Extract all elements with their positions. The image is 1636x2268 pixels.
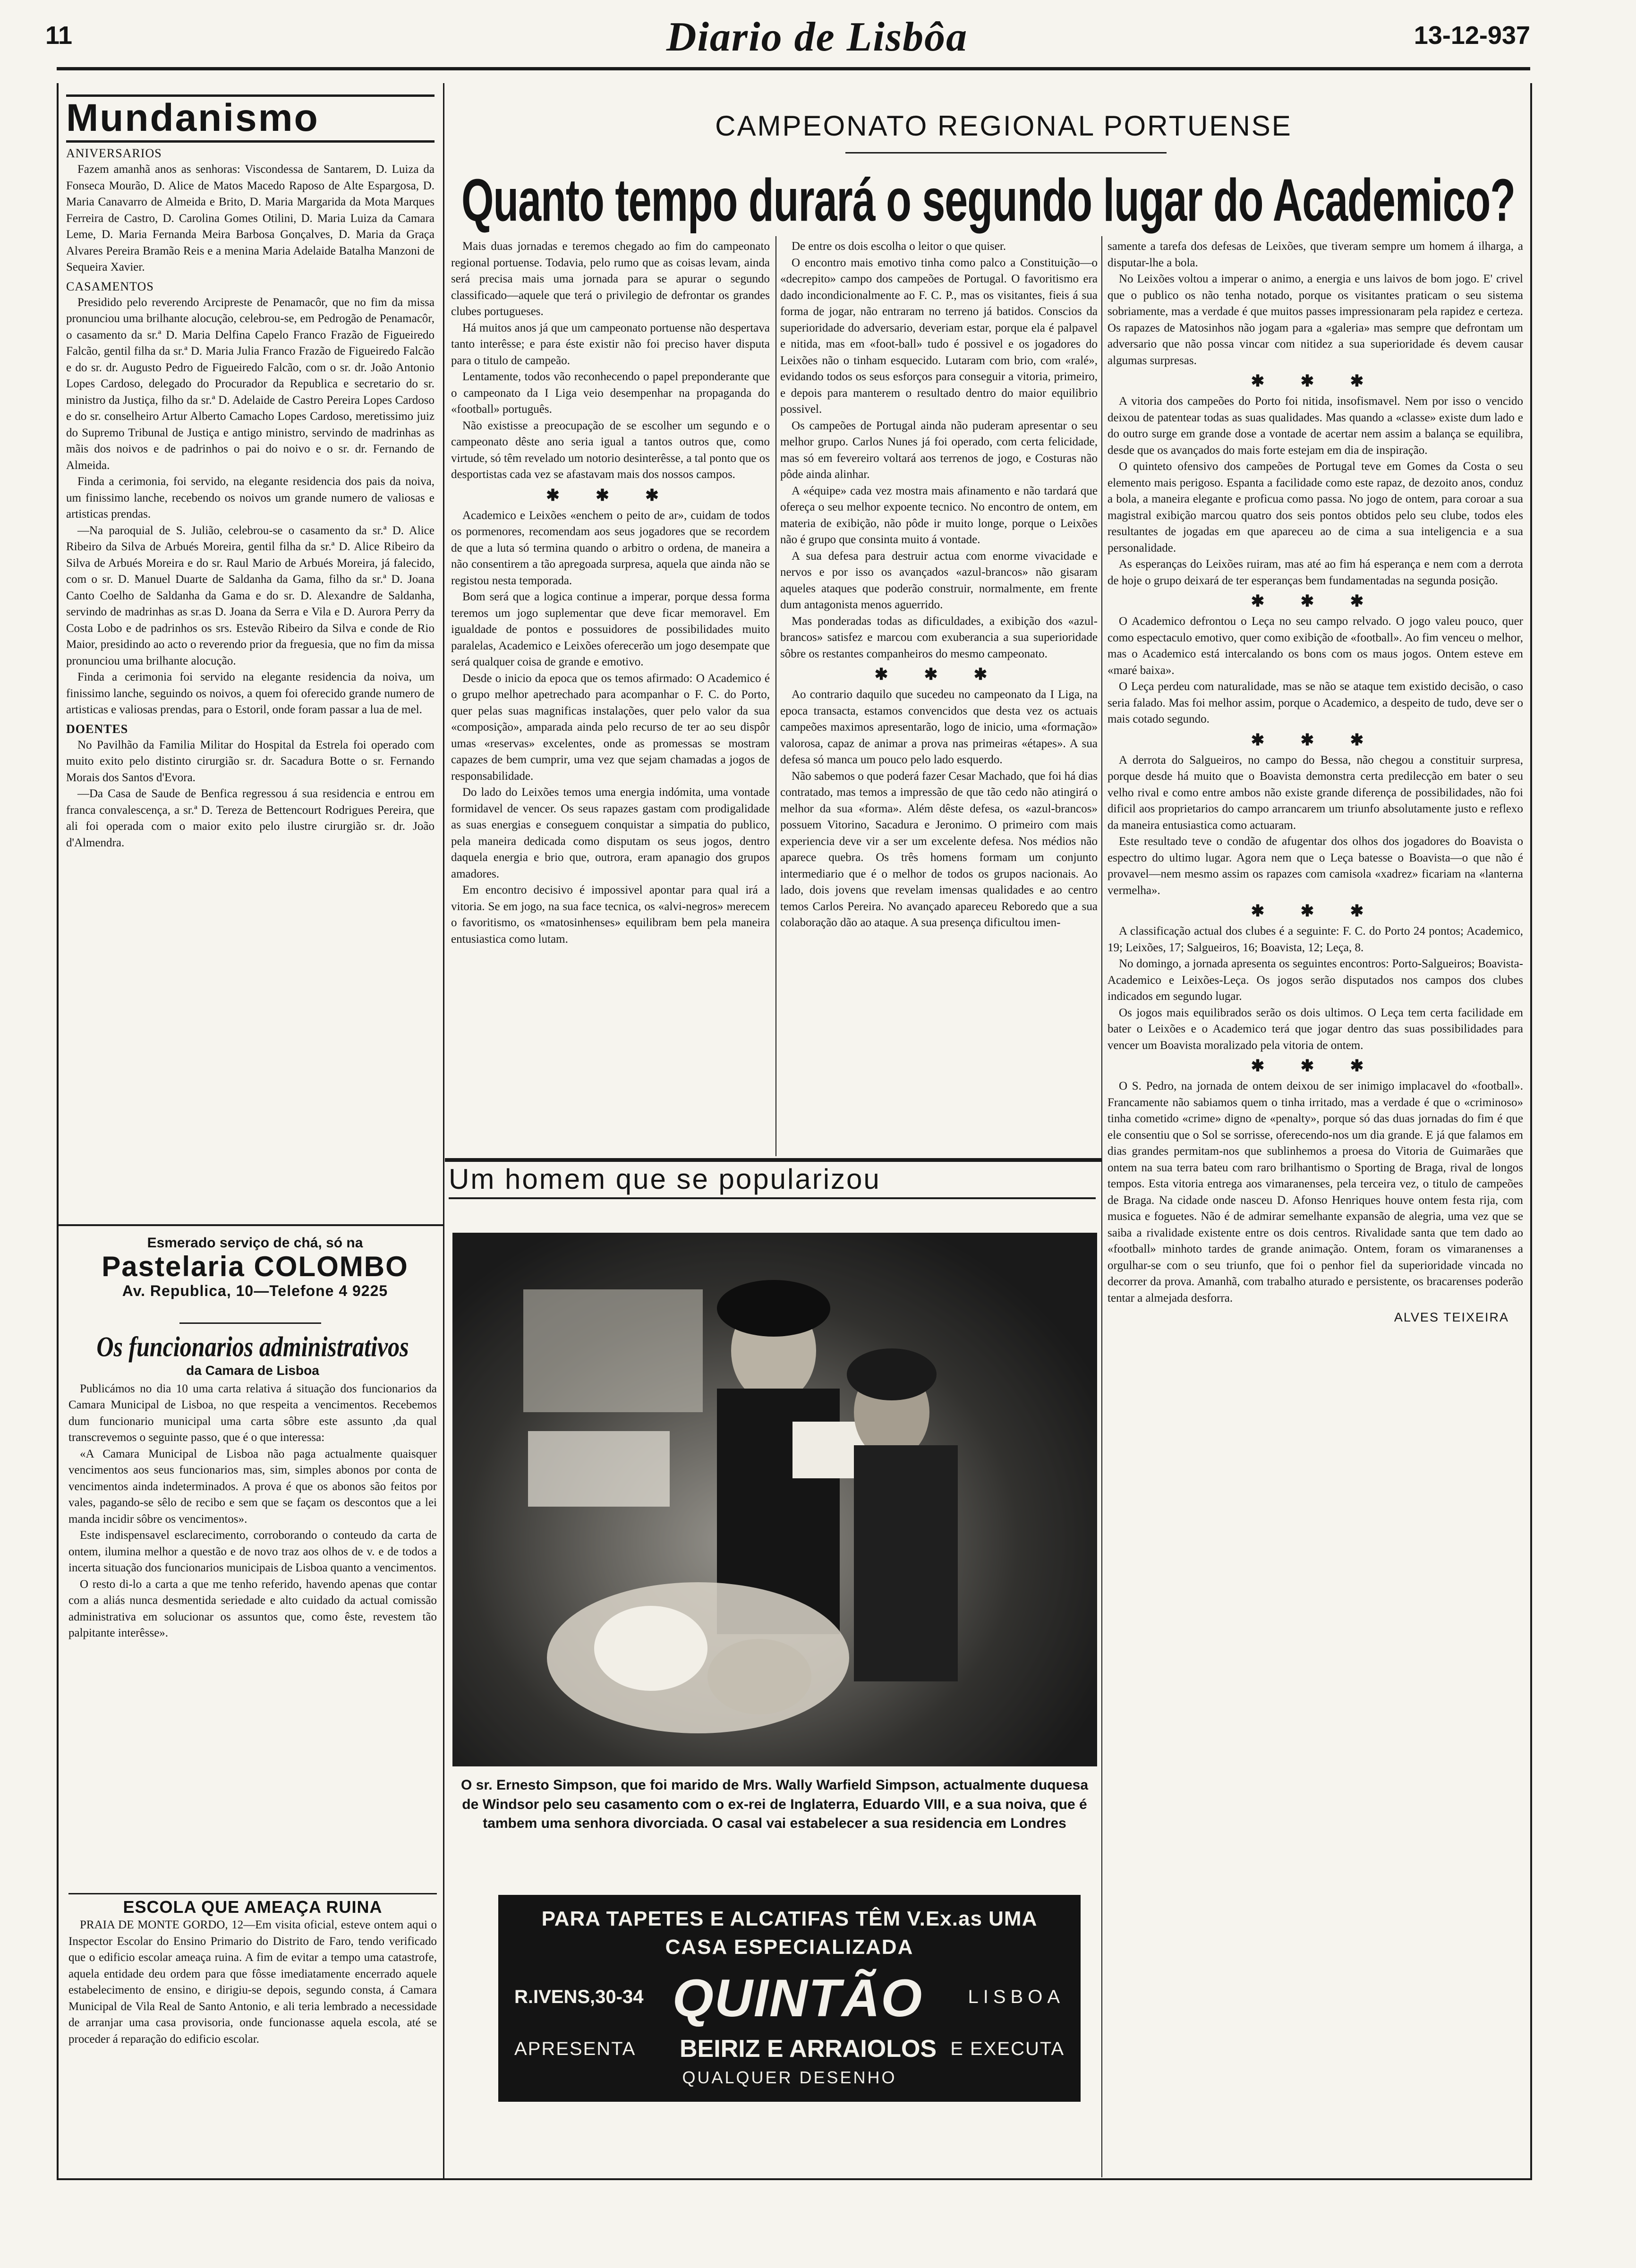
quintao-line4b: BEIRIZ E ARRAIOLOS [680, 2035, 937, 2063]
quintao-line4c: E EXECUTA [950, 2038, 1065, 2059]
kicker-rule [845, 152, 1167, 153]
page-number: 11 [45, 21, 73, 50]
sport-paragraph: A classificação actual dos clubes é a seguinte: F. C. do Porto 24 pontos; Academico, 19; Leixões, 17; Salgueiros, 16; Boavista, 12; Leça, 8. [1108, 925, 1523, 954]
sport-paragraph: Lentamente, todos vão reconhecendo o papel preponderante que o campeonato da I Liga veio desempenhar na propaganda do «football» português. [451, 370, 770, 416]
casamentos-paragraph: —Na paroquial de S. Julião, celebrou-se o casamento da sr.ª D. Alice Ribeiro da Silva de Arbués Moreira, gentil filha da sr.ª D. Alice Ribeiro da Silva de Arbués Moreira e do sr. Raul Mario de Arbués Moreira, já falecido, com o sr. D. Manuel Duarte de Saldanha da Gama, filho da sr.ª D. Joana Canto Coelho de Saldanha da Gama e do sr. D. Alexandre de Saldanha, servindo de madrinhas as sr.as D. Joana da Serra e Vila e D. Aurora Perry da Costa Lobo e de padrinhos os srs. Estevão Ribeiro da Silva e conde de Rio Maior, presidindo ao acto o reverendo prior da freguesia, que no fim da missa pronunciou uma brilhante alocução. [66, 524, 435, 667]
quintao-line1: PARA TAPETES E ALCATIFAS TÊM V.Ex.as UMA [541, 1907, 1038, 1930]
sport-paragraph: A «équipe» cada vez mostra mais afinamento e não tardará que ofereça o seu melhor expoente tecnico. No encontro de ontem, em materia de exibição, não pôde ir muito longe, porque o Leixões não é grupo que consinta muito á vontade. [780, 484, 1098, 546]
casamentos-label: CASAMENTOS [66, 279, 154, 293]
aniversarios-text: Fazem amanhã anos as senhoras: Viscondessa de Santarem, D. Luiza da Fonseca Mourão, D. Alice de Matos Macedo Raposo de Alte Espargosa, D. Maria Canavarro de Almeida e Brito, D. Maria Margarida da Mota Marques Ferreira de Castro, D. Carolina Gomes Otilini, D. Maria Luiza da Camara Leme, D. Maria Fernanda Meira Barbosa Gonçalves, D. Maria da Graça Alvares Pereira Bramão Reis e a menina Maria Adelaide Batalha Manzoni de Sequeira Xavier. [66, 163, 435, 274]
masthead-rule [57, 67, 1530, 70]
colombo-ad-line1: Esmerado serviço de chá, só na [147, 1235, 363, 1251]
photo-story-title: Um homem que se popularizou [449, 1163, 1096, 1199]
sport-paragraph: Do lado do Leixões temos uma energia indómita, uma vontade formidavel de vencer. Os seus rapazes gastam com prodigalidade as suas energias e conseguem conquistar a simpatia do publico, pela maneira dedicada como disputam os seus jogos, dentro daquela energia e brio que, outrora, eram apanagio dos grupos amadores. [451, 786, 770, 880]
sport-paragraph: No domingo, a jornada apresenta os seguintes encontros: Porto-Salgueiros; Boavista-Academico e Leixões-Leça. Os jogos serão disputados nos campos dos clubes indicados em segundo lugar. [1108, 957, 1523, 1003]
aniversarios-label: ANIVERSARIOS [66, 146, 162, 161]
colombo-divider [179, 1322, 321, 1324]
quintao-city: LISBOA [968, 1987, 1065, 2007]
sport-paragraph: Academico e Leixões «enchem o peito de ar», cuidam de todos os pormenores, recomendam aos seus jogadores que se recordem de que a luta só termina quando o arbitro o ordena, de maneira a não consentirem a tão apregoada surpresa, aquela que ainda não se registou nesta temporada. [451, 509, 770, 587]
sport-column-divider-1 [775, 236, 776, 1156]
sport-column-2 [780, 239, 1098, 931]
doentes-paragraph: —Da Casa de Saude de Benfica regressou á sua residencia e entrou em franca convalescença, a sr.ª D. Tereza de Bettencourt Rodrigues Pereira, que ali foi operada com o maior exito pelo ilustre cirurgião sr. dr. João d'Almendra. [66, 787, 435, 849]
quintao-address: R.IVENS,30-34 [514, 1987, 644, 2007]
sport-paragraph: Não existisse a preocupação de se escolher um segundo e o campeonato dêste ano seria igual a tantos outros que, como virtude, só têm revelado um notorio desinterêsse, a tal ponto que os desportistas cada vez se afastavam mais dos nossos campos. [451, 419, 770, 481]
sport-paragraph: No Leixões voltou a imperar o animo, a energia e uns laivos de bom jogo. E' crivel que o publico os não tenha notado, porque os visitantes praticam o seu sistema sobriamente, mas a verdade é que muitos passes impressionaram pela rapidez e certeza. Os rapazes de Matosinhos não jogam para a «galeria» mas sempre que defrontam um adversario que não possa vincar com nitidez a sua superioridade és devem causar algumas surpresas. [1108, 273, 1523, 367]
funcionarios-paragraph: Publicámos no dia 10 uma carta relativa á situação dos funcionarios da Camara Municipal de Lisboa, no que respeita a vencimentos. Recebemos dum funcionario municipal uma carta sôbre este assunto ,da qual transcrevemos o seguinte passo, que é o que interessa: [68, 1382, 437, 1444]
sport-paragraph: Ao contrario daquilo que sucedeu no campeonato da I Liga, na epoca transacta, estamos convencidos que desta vez os actuais campeões maximos apresentarão, logo de inicio, uma «formação» valorosa, capaz de animar a prova nas primeiras «étapes». A sua defesa só manca um pouco pelo lado esquerdo. [780, 688, 1098, 766]
news-photo [452, 1233, 1097, 1766]
escola-title: ESCOLA QUE AMEAÇA RUINA [68, 1893, 437, 1917]
sport-paragraph: O Leça perdeu com naturalidade, mas se não se ataque tem existido decisão, o caso seria falado. Mas foi melhor assim, porque o Academico, a despeito de tudo, deve ser o mais cotado segundo. [1108, 680, 1523, 725]
sport-paragraph: samente a tarefa dos defesas de Leixões, que tiveram sempre um homem á ilharga, a disputar-lhe a bola. [1108, 240, 1523, 269]
sport-column-3 [1108, 239, 1523, 1325]
sport-paragraph: Há muitos anos já que um campeonato portuense não despertava tanto interêsse; e para éste existir não foi preciso haver disputa para o titulo de campeão. [451, 321, 770, 367]
asterisk-separator: ✱ ✱ ✱ [1251, 903, 1380, 920]
asterisk-separator: ✱ ✱ ✱ [546, 486, 675, 504]
funcionarios-paragraph: Este indispensavel esclarecimento, corroborando o conteudo da carta de ontem, ilumina melhor a questão e de novo traz aos olhos de v. e de todos a incerta situação dos funcionarios municipais de Lisboa quanto a vencimentos. [68, 1529, 437, 1574]
casamentos-paragraph: Finda a cerimonia, foi servido, na elegante residencia dos pais da noiva, um finissimo lanche, recebendo os noivos um grande numero de valiosas e artisticas prendas. [66, 475, 435, 521]
escola-article [68, 1893, 437, 2047]
sport-paragraph: Mas ponderadas todas as dificuldades, a exibição dos «azul-brancos» satisfez e marcou com exuberancia a sua superioridade sôbre os restantes companheiros do mesmo campeonato. [780, 614, 1098, 660]
masthead-title: Diario de Lisbôa [666, 14, 968, 60]
sport-paragraph: Mais duas jornadas e teremos chegado ao fim do campeonato regional portuense. Todavia, pelo rumo que as coisas levam, ainda será precisa mais uma jornada para se apurar o segundo classificado—aquele que terá o privilegio de defrontar os grandes clubes portugueses. [451, 240, 770, 318]
sport-column-divider-2 [1101, 236, 1102, 2177]
frame-bottom [57, 2178, 1532, 2180]
sport-paragraph: Bom será que a logica continue a imperar, porque dessa forma teremos um jogo suplementar que deve ficar memoravel. Em igualdade de pontos e possuidores de possibilidades muito paralelas, Academico e Leixões oferecerão um jogo desempate que será qualquer coisa de grande e emotivo. [451, 590, 770, 668]
left-section-rule [59, 1224, 443, 1226]
masthead-date: 13-12-937 [1414, 21, 1530, 50]
colombo-ad-address: Av. Republica, 10—Telefone 4 9225 [122, 1282, 388, 1299]
sport-paragraph: O quinteto ofensivo dos campeões de Portugal teve em Gomes da Costa o seu elemento mais perigoso. Espanta a facilidade como este rapaz, de dezoito anos, conduz a bola, a maneira elegante e proficua como passa. No jogo de ontem, para coroar a sua magistral exibição marcou quatro dos seis pontos obtidos pelo seu clube, todos eles resultantes de jogadas em que apareceu ao de cima a sua inteligencia e a sua personalidade. [1108, 460, 1523, 554]
asterisk-separator: ✱ ✱ ✱ [1251, 593, 1380, 610]
sport-paragraph: O Academico defrontou o Leça no seu campo relvado. O jogo valeu pouco, quer como espectaculo emotivo, quer como exibição de «football». Ao fim venceu o melhor, mas o Academico está intercalando os bons com os maus jogos. Ontem esteve em «maré baixa». [1108, 615, 1523, 677]
photo-illustration [452, 1233, 1097, 1766]
column-divider-left [443, 83, 444, 2178]
sport-paragraph: Este resultado teve o condão de afugentar dos olhos dos jogadores do Boavista o espectro do ultimo lugar. Agora nem que o Leça batesse o Boavista—o que não é provavel—nem mesmo assim os rapazes com camisola «xadrez» ficariam na «lanterna vermelha». [1108, 835, 1523, 897]
sport-column-1 [451, 239, 770, 947]
casamentos-paragraph: Finda a cerimonia foi servido na elegante residencia da noiva, um finissimo lanche, seguindo os noivos, a quem foi oferecido grande numero de artisticas e valiosas prendas, para o Estoril, onde foram passar a lua de mel. [66, 671, 435, 716]
sport-paragraph: As esperanças do Leixões ruiram, mas até ao fim há esperança e nem com a derrota de hoje o grupo deixará de ter esperanças bem fundamentadas na segunda posição. [1108, 558, 1523, 587]
funcionarios-article [68, 1330, 437, 1642]
byline: ALVES TEIXEIRA [1394, 1310, 1509, 1324]
asterisk-separator: ✱ ✱ ✱ [874, 666, 1004, 683]
quintao-brand: QUINTÃO [672, 1969, 923, 2028]
funcionarios-title: Os funcionarios administrativos [96, 1330, 409, 1363]
doentes-paragraph: No Pavilhão da Familia Militar do Hospital da Estrela foi operado com muito exito pelo distinto cirurgião sr. dr. Sacadura Botte o sr. Fernando Morais dos Santos d'Evora. [66, 738, 435, 784]
sport-paragraph: Os jogos mais equilibrados serão os dois ultimos. O Leça tem certa facilidade em bater o Leixões e o Academico terá que jogar dentro das suas possibilidades para vencer um Boavista moralizado pela vitoria de ontem. [1108, 1006, 1523, 1052]
frame-left [57, 83, 59, 2180]
sport-paragraph: De entre os dois escolha o leitor o que quiser. [792, 240, 1006, 253]
sport-paragraph: A derrota do Salgueiros, no campo do Bessa, não chegou a constituir surpresa, porque desde há muito que o Boavista demonstra certa predilecção em bater o seu velho rival e como entre ambos não existe grande diferença de possibilidades, não foi dificil aos proprietarios do campo arrancarem um triunfo absolutamente justo e reflexo da maneira entusiastica como actuaram. [1108, 753, 1523, 832]
quintao-line5: QUALQUER DESENHO [682, 2068, 897, 2087]
sport-paragraph: O S. Pedro, na jornada de ontem deixou de ser inimigo implacavel do «football». Francamente não sabiamos quem o tinha irritado, mas a verdade é que o «criminoso» tinha cometido «crime» digno de «penalty», porque só das duas jornadas do fim é que ele consentiu que o Sol se sorrisse, oferecendo-nos um dia grande. E já que falamos em dias grandes permitam-nos que sublinhemos a proesa do Vitoria de Guimarães que ontem na sua terra bateu com raro brilhantismo o Sporting de Braga, rival de longos tempos. Esta vitoria entrega aos vimaranenses, pela terceira vez, o titulo de campeões de Braga. Na cidade onde nasceu D. Afonso Henriques houve ontem festa rija, com musica e foguetes. Não é de admirar semelhante expansão de alegria, uma vez que se saiba a rivalidade existente entre os dois centros. Rivalidade santa que tem dado ao «football» minhoto tardes de grande animação. Ontem, foram os vimaranenses a orgulhar-se com o seu triunfo, que foi o penhor fiel da superioridade vincada no decorrer da prova. Amanhã, com trabalho aturado e persistente, os bracarenses poderão tentar a almejada desforra. [1108, 1080, 1523, 1305]
mundanismo-title: Mundanismo [66, 94, 435, 143]
escola-text: PRAIA DE MONTE GORDO, 12—Em visita oficial, esteve ontem aqui o Inspector Escolar do Ensino Primario do Distrito de Faro, tendo verificado que o edificio escolar ameaça ruina. A fim de evitar a tempo uma catastrofe, aquela entidade deu ordem para que fôsse imediatamente encerrado aquele estabelecimento de ensino, e dirigiu-se depois, segundo consta, á Camara Municipal de Vila Real de Santo Antonio, e ali teria lembrado a necessidade de arranjar uma casa provisoria, onde funcionasse aquela escola, até se proceder á reparação do edificio escolar. [68, 1918, 437, 2046]
sport-paragraph: Não sabemos o que poderá fazer Cesar Machado, que foi há dias contratado, mas temos a impressão de que tão cedo não atingirá o melhor da sua «forma». Além dêste defesa, os «azul-brancos» possuem Vitorino, Sacadura e Jeronimo. O primeiro com mais experiencia deve vir a ser um excelente defesa. Nos médios não aparece quebra. Os três homens formam um conjunto intermediario que é o melhor de todos os grupos nacionais. Ao lado, dois jovens que revelam imensas qualidades e ao centro temos Carlos Pereira. No avançado apareceu Reboredo que a sua colaboração dão ao ataque. A sua presença dificultou imen- [780, 769, 1098, 929]
sport-paragraph: A sua defesa para destruir actua com enorme vivacidade e nervos e por isso os avançados «azul-brancos» não gisaram aqueles ataques que poderão construir, normalmente, em frente dum antagonista menos aguerrido. [780, 549, 1098, 611]
colombo-ad [71, 1235, 439, 1300]
asterisk-separator: ✱ ✱ ✱ [1251, 731, 1380, 749]
sport-paragraph: Os campeões de Portugal ainda não puderam apresentar o seu melhor grupo. Carlos Nunes já foi operado, com certa felicidade, mas só em fevereiro voltará aos terrenos de jogo, e Costuras não pôde ainda alinhar. [780, 419, 1098, 481]
left-column [66, 94, 435, 851]
doentes-label: DOENTES [66, 722, 128, 736]
casamentos-paragraph: Presidido pelo reverendo Arcipreste de Penamacôr, que no fim da missa pronunciou uma brilhante alocução, celebrou-se, em Pedrogão de Penamacôr, o casamento da sr.ª D. Maria Delfina Capelo Franco Frazão de Figueiredo Falcão, gentil filha da sr.ª D. Maria Julia Franco Frazão de Figueiredo Falcão e do sr. dr. Augusto Pedro de Figueiredo Falcão, com o sr. dr. João Antonio Lopes Cardoso, delegado do Procurador da Republica e secretario do sr. ministro da Justiça, filho da sr.ª D. Adelaide de Castro Pereira Lopes Cardoso e do sr. conselheiro Artur Alberto Camacho Lopes Cardoso, meretissimo juiz do Supremo Tribunal de Justiça e antigo ministro, servindo de madrinhas as mãis dos noivos e de padrinhos o pai do noivo e o sr. dr. Fernando de Almeida. [66, 296, 435, 472]
funcionarios-paragraph: «A Camara Municipal de Lisboa não paga actualmente quaisquer vencimentos aos seus funcionarios mas, sim, simples abonos por conta de vencimentos ainda indeterminados. A prova é que os abonos são feitos por vales, pagando-se sêlo de recibo e sem que se façam os descontos que a lei manda incidir sôbre os vencimentos». [68, 1447, 437, 1526]
quintao-line4a: APRESENTA [514, 2038, 636, 2059]
sport-paragraph: Desde o inicio da epoca que os temos afirmado: O Academico é o grupo melhor apetrechado para acompanhar o F. C. do Porto, quer pelas suas magnificas instalações, quer pelo valor da sua «composição», amparada ainda pelo recurso de ter ao seu dispôr umas «reservas» excelentes, onde as promessas se mostram capazes de bem cumprir, uma vez que sejam chamadas a jogos de responsabilidade. [451, 672, 770, 783]
asterisk-separator: ✱ ✱ ✱ [1251, 1057, 1380, 1075]
asterisk-separator: ✱ ✱ ✱ [1251, 373, 1380, 390]
funcionarios-subtitle: da Camara de Lisboa [186, 1363, 319, 1378]
funcionarios-paragraph: O resto di-lo a carta a que me tenho referido, havendo apenas que contar com a aliás nunca desmentida seriedade e alto cuidado da actual comissão administrativa em solucionar os assuntos que, como êste, revestem tão palpitante interêsse». [68, 1577, 437, 1639]
sport-kicker: CAMPEONATO REGIONAL PORTUENSE [715, 110, 1292, 142]
colombo-ad-name: Pastelaria COLOMBO [102, 1251, 409, 1282]
sport-paragraph: O encontro mais emotivo tinha como palco a Constituição—o «decrepito» campo dos campeões de Portugal. O favoritismo era dado incondicionalmente ao F. C. P., mas os visitantes, fieis á sua forma de jogar, não entraram no terreno já batidos. Conscios da superioridade do adversario, deveriam estar, porque ela é palpavel e nitida, mas em «foot-ball» tudo é possivel e os jogadores do Leixões não o tinham esquecido. Lutaram com brio, com «ralé», evidando todos os seus esforços para conseguir a vitoria, primeiro, e depois para manterem o resultado dentro do maior equilibrio possivel. [780, 256, 1098, 416]
quintao-line2: CASA ESPECIALIZADA [665, 1935, 914, 1959]
sport-paragraph: Em encontro decisivo é impossivel apontar para qual irá a vitoria. Se em jogo, na sua face tecnica, os «alvi-negros» merecem o favoritismo, os «matosinhenses» equilibram bem pela maneira entusiastica como lutam. [451, 884, 770, 946]
frame-right [1530, 83, 1532, 2180]
photo-caption: O sr. Ernesto Simpson, que foi marido de Mrs. Wally Warfield Simpson, actualmente duquesa de Windsor pelo seu casamento com o ex-rei de Inglaterra, Eduardo VIII, e a sua noiva, que é tambem uma senhora divorciada. O casal vai estabelecer a sua residencia em Londres [460, 1777, 1089, 1831]
sport-paragraph: A vitoria dos campeões do Porto foi nitida, insofismavel. Nem por isso o vencido deixou de patentear todas as suas qualidades. Mas quando a «classe» existe dum lado e do outro surge em grande dose a vontade de acertar nem assim a balança se equilibra, desde que os avançados do mais forte estejam em dia de inspiração. [1108, 395, 1523, 457]
quintao-ad [498, 1895, 1081, 2102]
photo-story-top-rule [445, 1158, 1101, 1162]
sport-headline: Quanto tempo durará o segundo lugar do Academico? [461, 166, 1516, 234]
